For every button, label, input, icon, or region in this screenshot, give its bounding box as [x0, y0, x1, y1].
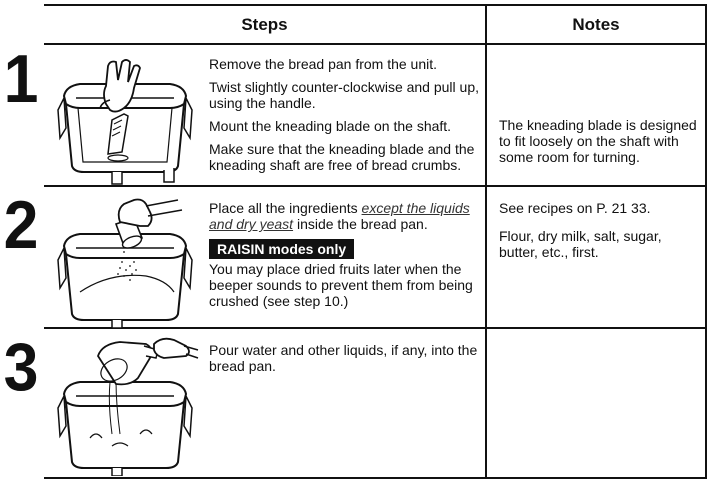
step-2-note-2: Flour, dry milk, salt, sugar, butter, etc., first.: [499, 228, 662, 260]
step-number-1: 1: [3, 41, 39, 117]
step-3-note: [499, 342, 704, 354]
step-1-text: [209, 56, 481, 180]
step-2-text: [209, 200, 481, 316]
step-2-text-before: Place all the ingredients: [209, 200, 362, 216]
header-divider: [44, 43, 707, 45]
step-number-3: 3: [3, 329, 39, 405]
step-2-text-emphasis: except the liquids and dry yeast: [209, 200, 470, 232]
step-1-paragraph-2: Twist slightly counter-clockwise and pull up, using the handle.: [209, 79, 480, 111]
step-2-text-after: inside the bread pan.: [293, 216, 428, 232]
column-divider: [485, 4, 487, 479]
bread-pan-ingredients-illustration: [50, 196, 200, 328]
table-bottom-border: [44, 477, 707, 479]
step-3-text: [209, 342, 481, 381]
table-top-border: [44, 4, 707, 6]
notes-header: Notes: [572, 15, 620, 34]
step-3-paragraph-1: Pour water and other liquids, if any, into the bread pan.: [209, 342, 478, 374]
bread-pan-liquid-illustration: [50, 334, 200, 476]
step-2-paragraph-1: [209, 200, 481, 232]
step-number-2: 2: [3, 187, 39, 263]
step-1-paragraph-4: Make sure that the kneading blade and the kneading shaft are free of bread crumbs.: [209, 141, 475, 173]
step-2-note: [499, 200, 704, 272]
step-1-note-text: The kneading blade is designed to fit loosely on the shaft with some room for turning.: [499, 117, 697, 165]
bread-pan-blade-illustration: [50, 58, 200, 186]
step-2-badge-text: You may place dried fruits later when the beeper sounds to prevent them from being crushed (see step 10.): [209, 261, 473, 309]
step-1-note: [499, 117, 704, 177]
steps-header: Steps: [241, 15, 288, 34]
raisin-modes-badge: RAISIN modes only: [209, 239, 354, 259]
step-1-paragraph-3: Mount the kneading blade on the shaft.: [209, 118, 452, 134]
step-1-paragraph-1: Remove the bread pan from the unit.: [209, 56, 438, 72]
step-2-note-1: See recipes on P. 21 33.: [499, 200, 651, 216]
